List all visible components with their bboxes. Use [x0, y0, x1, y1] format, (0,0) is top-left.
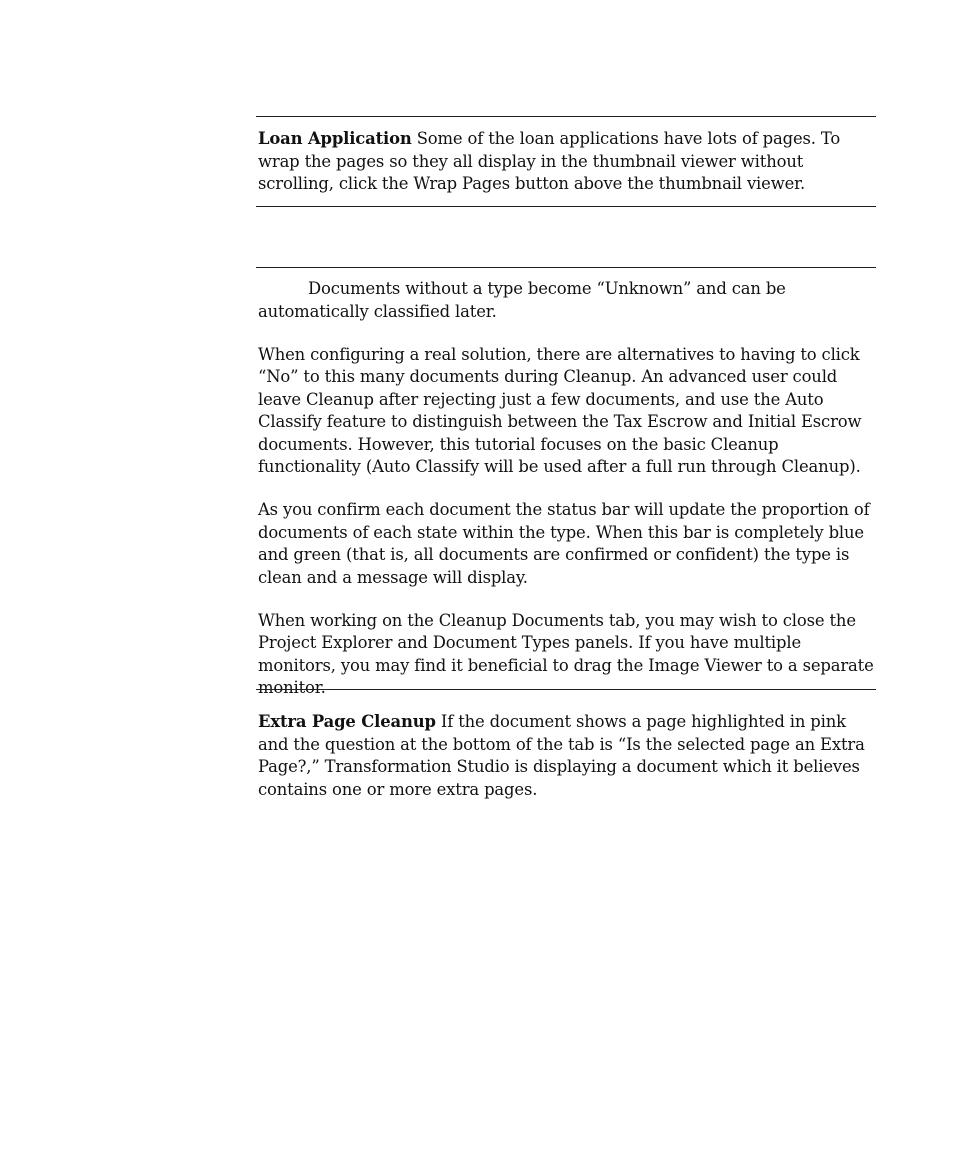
note-top-rule	[256, 116, 876, 117]
panels-paragraph: When working on the Cleanup Documents tab, you may wish to close the Project Explorer and Document Types panels. If you have multiple monitors, you may find it beneficial to drag the Image Viewer to a separate monitor.	[258, 610, 874, 697]
extra-page-paragraph	[258, 711, 878, 801]
status-bar-paragraph: As you confirm each document the status bar will update the proportion of documents of each state within the type. When this bar is completely blue and green (that is, all documents are confirmed or confident) the type is clean and a message will display.	[258, 500, 870, 587]
loan-application-note	[258, 128, 878, 196]
loan-application-text: Some of the loan applications have lots of pages. To wrap the pages so they all display in the thumbnail viewer without scrolling, click the Wrap Pages button above the thumbnail viewer.	[258, 129, 841, 193]
tips-bottom-rule	[256, 689, 876, 690]
real-solution-paragraph: When configuring a real solution, there are alternatives to having to click “No” to this many documents during Cleanup. An advanced user could leave Cleanup after rejecting just a few documents, and use the Auto Classify feature to distinguish between the Tax Escrow and Initial Escrow documents. However, this tutorial focuses on the basic Cleanup functionality (Auto Classify will be used after a full run through Cleanup).	[258, 344, 862, 476]
extra-page-heading: Extra Page Cleanup	[258, 712, 436, 731]
loan-application-heading: Loan Application	[258, 129, 412, 148]
tips-note	[258, 278, 878, 700]
extra-page-section	[258, 711, 878, 801]
note-bottom-rule	[256, 206, 876, 207]
tips-top-rule	[256, 267, 876, 268]
extra-page-text: If the document shows a page highlighted in pink and the question at the bottom of the tab is “Is the selected page an Extra Page?,” Transformation Studio is displaying a document which it believes contains one or more extra pages.	[258, 712, 865, 799]
loan-application-paragraph	[258, 128, 878, 196]
unknown-type-paragraph: Documents without a type become “Unknown” and can be automatically classified later.	[258, 279, 786, 321]
